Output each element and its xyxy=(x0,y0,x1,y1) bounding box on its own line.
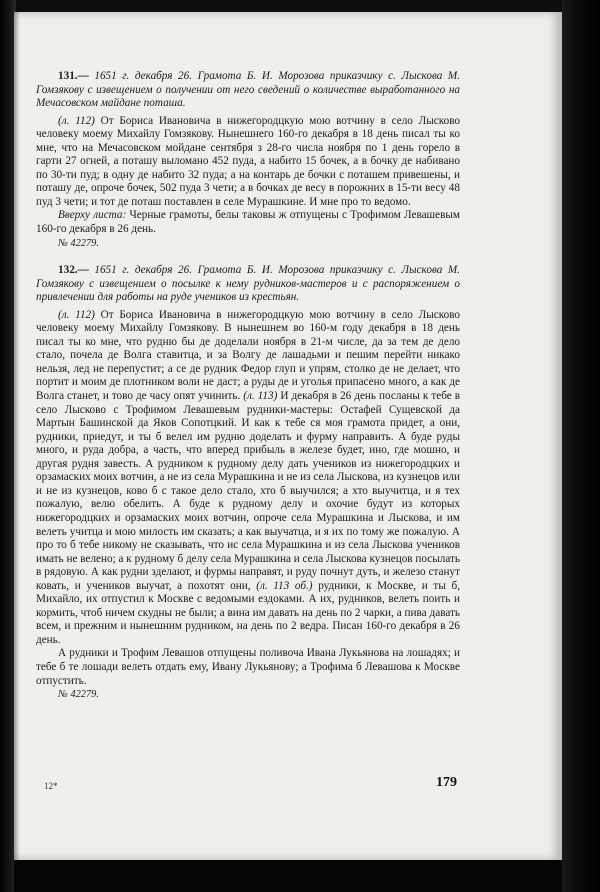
doc-131-note-label: Вверху листа: xyxy=(58,209,127,222)
doc-131-title: 1651 г. декабря 26. Грамота Б. И. Морозова приказчику с. Лыскова М. Гомзякову с извещением о получении от него сведений о количестве выработанного на Мечасовском майдане поташа. xyxy=(36,70,461,110)
page-bottom-shadow xyxy=(14,860,562,892)
doc-131-number: 131.— xyxy=(58,70,89,82)
doc-131-text: От Бориса Ивановича в нижегородцкую мою вотчину в село Лысково человеку моему Михайлу Гомзякову. Нынешнего 160-го декабря в 18 день писал ты ко мне, что на Мечасовском мойдане сентября з 28-го числа ноября по 1 день горело в гарти 27 огней, а поташу выломано 452 пуда, а набито 15 бочек, а в бочку де набивано по 30-ти пуд; в одну де набито 32 пуда; а на контарь де бочки с поташем привешены, и поташу де, опроче бочек, 502 пуда 3 чети; а в бочках де весу в порожних в 15-ти весу 48 пуд 3 чети; и тот де поташ поставлен в селе Мурашкине. И мне про то ведомо. xyxy=(36,114,461,208)
doc-132-postscript: А рудники и Трофим Левашов отпущены поливоча Ивана Лукьянова на лошадях; и тебе б те лошади велеть отдать ему, Ивану Лукьянову; а Трофима б Левашова к Москве отпустить. xyxy=(36,647,460,687)
doc-131-note-text: Черные грамоты, белы таковы ж отпущены с Трофимом Левашевым 160-го декабря в 26 день. xyxy=(36,209,461,236)
section-gap xyxy=(36,250,460,264)
doc-131-body xyxy=(36,115,460,210)
doc-132-folio-ref-1: (л. 112) xyxy=(58,308,95,321)
page-content xyxy=(36,70,460,702)
doc-132-title: 1651 г. декабря 26. Грамота Б. И. Морозова приказчику с. Лыскова М. Гомзякову с извещением о посылке к нему рудников-мастеров и с распоряжением о привлечении для работы на руде учеников из крестьян. xyxy=(36,264,461,304)
doc-132-heading xyxy=(36,264,460,305)
doc-131-folio-ref: (л. 112) xyxy=(58,114,95,127)
doc-132-number: 132.— xyxy=(58,264,89,277)
doc-132-text-1: От Бориса Ивановича в нижегородцкую мою вотчину в село Лысково человеку моему Михайлу Гомзякову. В нынешнем во 160-м году декабря в 18 день писал ты ко мне, что рудню бы де доделали ноября в 21-м числе, да за тем де дело стало, почела де Волга ставитца, и за Волгу де лашадьми и пешим перейти никако нельзя, лед не перепустит; а се де рудник Федор глуп и упрям, столко де не делает, что портит и моим де плотником воли не даст; а руды де и уголья припасено много, а как де Волга станет, и тово де часу опят учинить. xyxy=(36,308,461,403)
doc-132-archive-number: № 42279. xyxy=(58,689,99,701)
doc-131-archive-number: № 42279. xyxy=(58,237,99,249)
doc-131-note xyxy=(36,209,460,236)
printer-signature-mark: 12* xyxy=(44,781,58,791)
doc-131-heading xyxy=(36,70,460,111)
page-number: 179 xyxy=(436,775,457,790)
doc-132-body xyxy=(36,309,460,648)
doc-132-folio-ref-3: (л. 113 об.) xyxy=(256,579,313,592)
doc-132-folio-ref-2: (л. 113) xyxy=(243,390,278,403)
page-edge xyxy=(562,0,600,892)
doc-132-text-3: рудники, к Москве, и ты б, Михайло, их отпустил к Москве с ведомыми ездоками. А их, рудников, велеть поить и кормить, чтоб ничем скудны не были; а вина им давать на день по 2 чарки, а пива давать всем, и прежним и нынешним рудником, на день по 2 ведра. Писан 160-го декабря в 26 день. xyxy=(36,579,460,646)
doc-132-text-2: И декабря в 26 день посланы к тебе в село Лысково с Трофимом Левашевым рудники-мастеры: Остафей Сущевской да Мартын Башинской да Яков Сопотцкий. И как к тебе ся моя грамота придет, а они, рудники, приедут, и ты б велел им рудню доделать и фурму направить. А буде руды много, и руда добра, а часть, что вперед прибыль в железе будет, ино, где мошно, и другая рудня завесть. А рудником к рудному делу дать учеников из нижегородцких и орзамаских моих вотчин, а не из села Мурашкина и не из села Лыскова, из кузнецов или и не из кузнецов, ково б с такое дело стало, хто б выучился; а хто выучитца, и я тех пожалую, велю обелить. А буде к рудному делу и охочие будут из которых нижегородцких и орзамаских моих вотчин, опроче села Мурашкина и Лыскова, и им велеть учитца и мою милость им сказать; а как выучатца, и я их по тому же пожалую. А про то б тебе никому не сказывать, что ис села Мурашкина и из села Лыскова учеников имать не велено; а к рудному б делу села Мурашкина и села Лыскова кузнецов посылать в рядовую. А как рудни зделают, и фурмы направят, и руду почнут дуть, и железо станут ковать, и учеников выучат, а похотят они, xyxy=(36,390,461,592)
